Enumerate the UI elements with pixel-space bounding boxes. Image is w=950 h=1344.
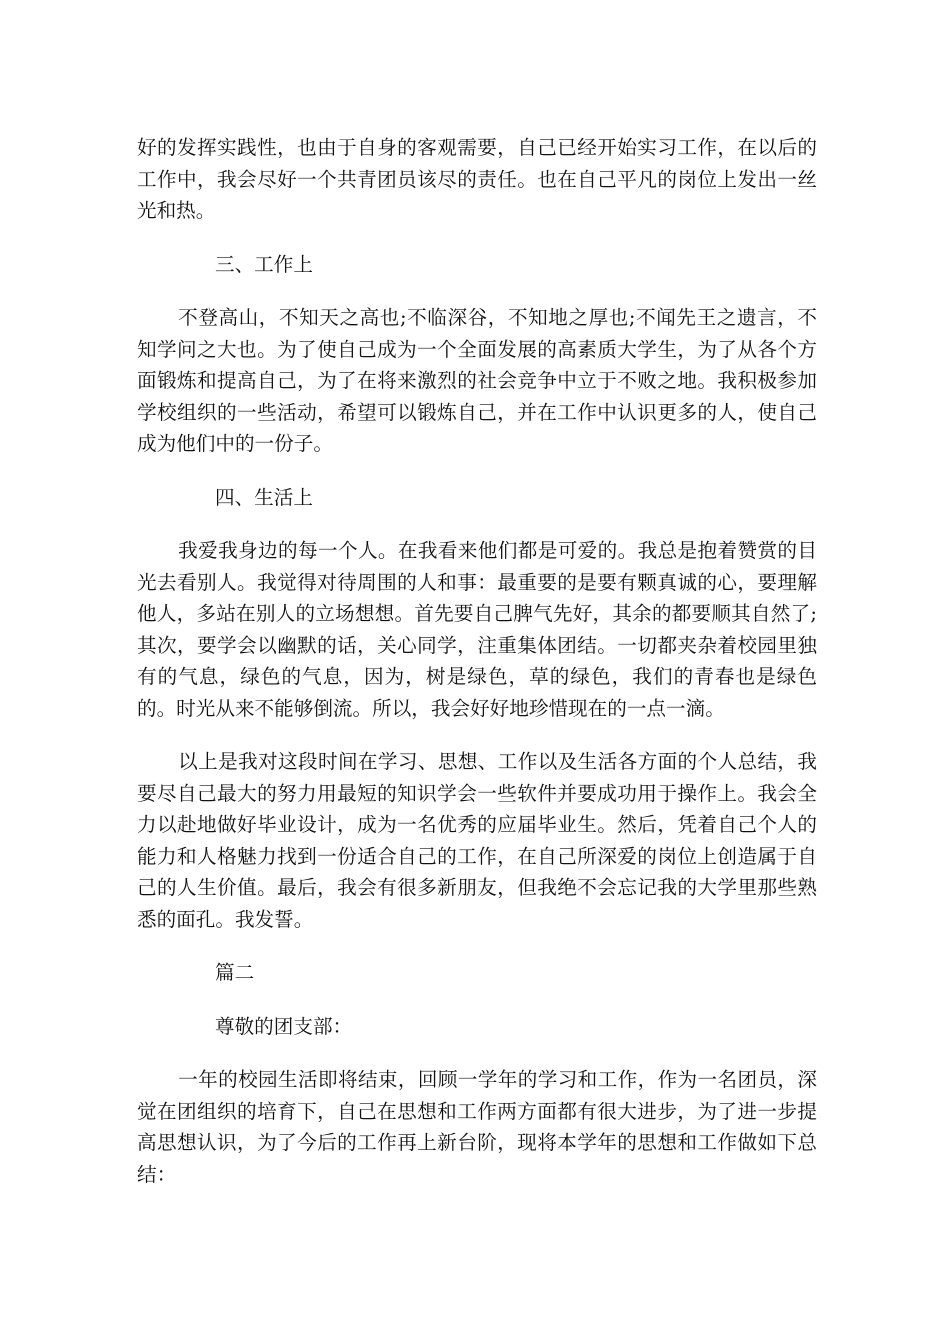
paragraph-life: 我爱我身边的每一个人。在我看来他们都是可爱的。我总是抱着赞赏的目光去看别人。我觉得对待周围的人和事：最重要的是要有颗真诚的心，要理解他人，多站在别人的立场想想。首先要自己脾气先好，其余的都要顺其自然了;其次，要学会以幽默的话，关心同学，注重集体团结。一切都夹杂着校园里独有的气息，绿色的气息，因为，树是绿色，草的绿色，我们的青春也是绿色的。时光从来不能够倒流。所以，我会好好地珍惜现在的一点一滴。 bbox=[137, 539, 817, 720]
document-page bbox=[137, 132, 817, 1212]
section-heading-work: 三、工作上 bbox=[215, 252, 313, 276]
paragraph-summary: 以上是我对这段时间在学习、思想、工作以及生活各方面的个人总结，我要尽自己最大的努力用最短的知识学会一些软件并要成功用于操作上。我会全力以赴地做好毕业设计，成为一名优秀的应届毕业生。然后，凭着自己个人的能力和人格魅力找到一份适合自己的工作，在自己所深爱的岗位上创造属于自己的人生价值。最后，我会有很多新朋友，但我绝不会忘记我的大学里那些熟悉的面孔。我发誓。 bbox=[137, 750, 817, 931]
paragraph-intro: 好的发挥实践性，也由于自身的客观需要，自己已经开始实习工作，在以后的工作中，我会尽好一个共青团员该尽的责任。也在自己平凡的岗位上发出一丝光和热。 bbox=[137, 136, 817, 222]
paragraph-work: 不登高山，不知天之高也;不临深谷，不知地之厚也;不闻先王之遗言，不知学问之大也。为了使自己成为一个全面发展的高素质大学生，为了从各个方面锻炼和提高自己，为了在将来激烈的社会竞争中立于不败之地。我积极参加学校组织的一些活动，希望可以锻炼自己，并在工作中认识更多的人，使自己成为他们中的一份子。 bbox=[137, 306, 817, 455]
paragraph-part2: 一年的校园生活即将结束，回顾一学年的学习和工作，作为一名团员，深觉在团组织的培育下，自己在思想和工作两方面都有很大进步，为了进一步提高思想认识，为了今后的工作再上新台阶，现将本学年的思想和工作做如下总结： bbox=[137, 1068, 817, 1186]
section-heading-life: 四、生活上 bbox=[215, 485, 313, 509]
salutation: 尊敬的团支部： bbox=[215, 1014, 353, 1038]
section-heading-part2: 篇二 bbox=[215, 961, 255, 984]
